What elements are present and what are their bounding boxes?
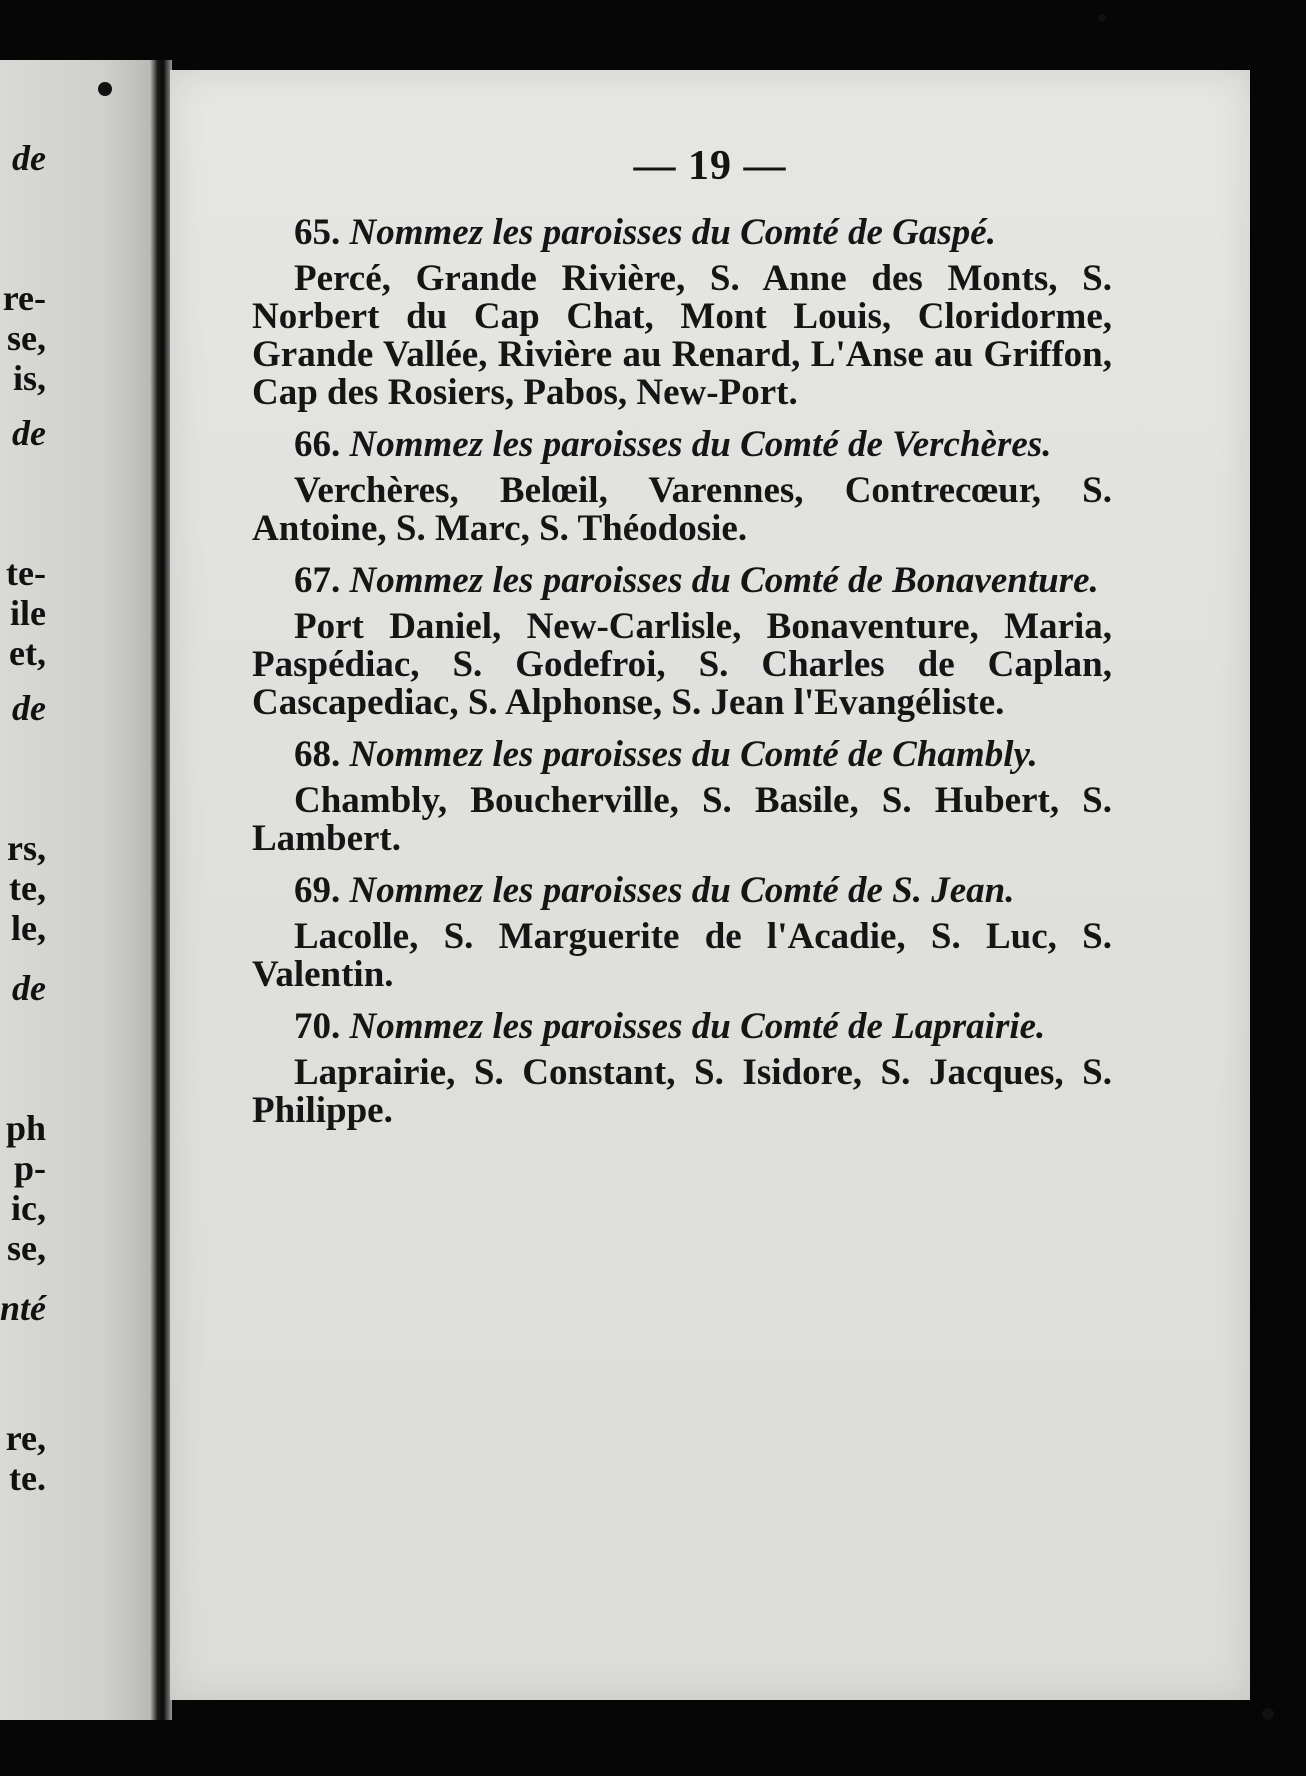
left-page-fragment: se, <box>7 1228 46 1268</box>
question-line <box>252 872 1112 910</box>
question-number: 67. <box>294 560 341 601</box>
question-text: Nommez les paroisses du Comté de Chambly. <box>349 734 1038 775</box>
left-page-fragments <box>0 60 150 1720</box>
question-line <box>252 562 1112 600</box>
question-number: 68. <box>294 734 341 775</box>
left-page-fragment: de <box>12 138 46 178</box>
question-text: Nommez les paroisses du Comté de Laprairie. <box>349 1006 1046 1047</box>
left-page-fragment: de <box>12 688 46 728</box>
book-gutter <box>150 60 172 1720</box>
scan-speck <box>98 82 112 96</box>
left-page-fragment: ic, <box>11 1188 46 1228</box>
answer-text: Laprairie, S. Constant, S. Isidore, S. Jacques, S. Philippe. <box>252 1052 1112 1131</box>
left-page-fragment: de <box>12 968 46 1008</box>
question-line <box>252 1008 1112 1046</box>
left-page-fragment: te. <box>9 1458 46 1498</box>
question-number: 70. <box>294 1006 341 1047</box>
question-text: Nommez les paroisses du Comté de S. Jean. <box>349 870 1015 911</box>
question-text: Nommez les paroisses du Comté de Gaspé. <box>349 212 996 253</box>
question-number: 66. <box>294 424 341 465</box>
left-page-fragment: is, <box>12 358 46 398</box>
left-page-fragment: nté <box>0 1288 47 1328</box>
left-page-fragment: te, <box>9 868 46 908</box>
answer-text: Verchères, Belœil, Varennes, Contrecœur, S. Antoine, S. Marc, S. Théodosie. <box>252 470 1112 549</box>
question-entry <box>252 214 1112 412</box>
left-page-fragment: te- <box>6 553 46 593</box>
page-number: — 19 — <box>633 143 787 189</box>
left-page-fragment: de <box>12 413 46 453</box>
question-entry <box>252 426 1112 548</box>
answer-text: Percé, Grande Rivière, S. Anne des Monts, S. Norbert du Cap Chat, Mont Louis, Cloridorme, Grande Vallée, Rivière au Renard, L'Anse au Griffon, Cap des Rosiers, Pabos, New-Port. <box>252 258 1112 413</box>
answer-text: Chambly, Boucherville, S. Basile, S. Hubert, S. Lambert. <box>252 780 1112 859</box>
left-page-fragment: ile <box>10 593 46 633</box>
answer-text: Lacolle, S. Marguerite de l'Acadie, S. Luc, S. Valentin. <box>252 916 1112 995</box>
question-entry <box>252 736 1112 858</box>
question-entry <box>252 562 1112 722</box>
left-page-fragment: re- <box>2 278 46 318</box>
question-text: Nommez les paroisses du Comté de Bonaventure. <box>349 560 1099 601</box>
left-page-fragment: se, <box>7 318 46 358</box>
left-page-fragment: ph <box>5 1108 46 1148</box>
left-page-fragment: p- <box>13 1148 46 1188</box>
scan-speck <box>1262 1708 1274 1720</box>
left-page-fragment: rs, <box>7 828 46 868</box>
left-page-strip <box>0 60 150 1720</box>
answer-text: Port Daniel, New-Carlisle, Bonaventure, Maria, Paspédiac, S. Godefroi, S. Charles de Caplan, Cascapediac, S. Alphonse, S. Jean l'Evangéliste. <box>252 606 1112 723</box>
left-page-fragment: le, <box>11 908 46 948</box>
left-page-fragment: re, <box>5 1418 46 1458</box>
question-number: 65. <box>294 212 341 253</box>
book-page <box>170 70 1250 1700</box>
question-line <box>252 214 1112 252</box>
question-number: 69. <box>294 870 341 911</box>
left-page-fragment: et, <box>9 633 46 673</box>
scan-speck <box>1098 14 1106 22</box>
question-line <box>252 736 1112 774</box>
question-entry <box>252 872 1112 994</box>
question-entry <box>252 1008 1112 1130</box>
page-text <box>252 200 1112 1130</box>
question-line <box>252 426 1112 464</box>
question-text: Nommez les paroisses du Comté de Verchères. <box>349 424 1052 465</box>
